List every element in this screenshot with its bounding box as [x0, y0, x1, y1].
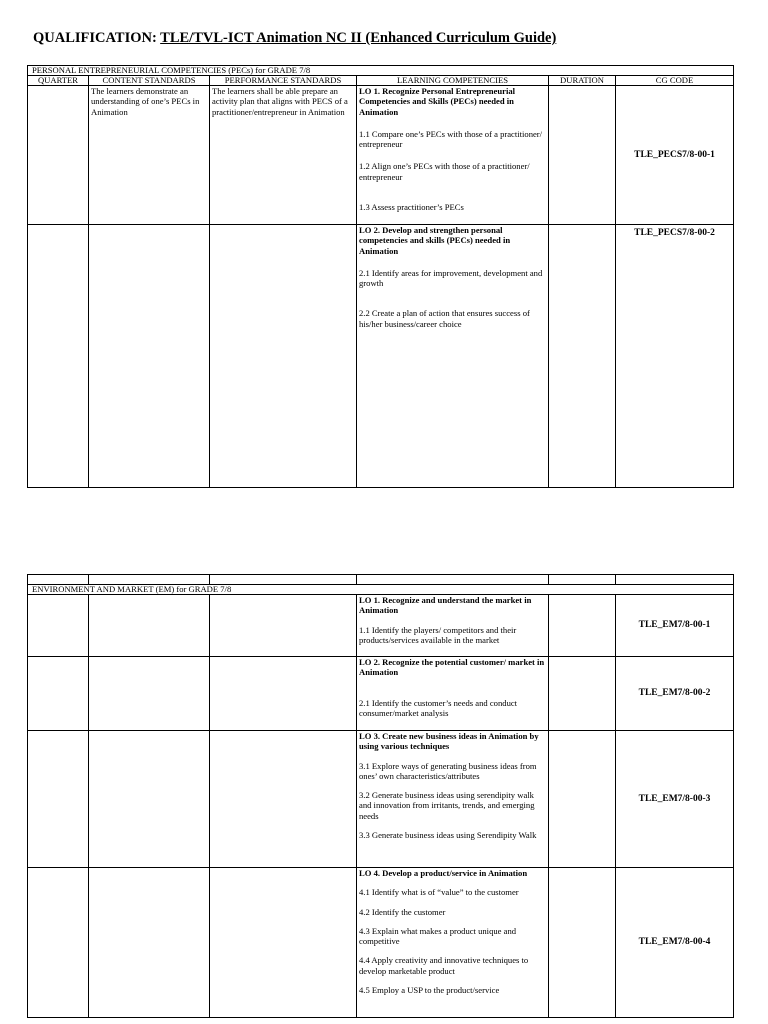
competency-item: 1.1 Compare one’s PECs with those of a practitioner/ entrepreneur [359, 128, 543, 150]
learning-outcome: LO 1. Recognize Personal Entrepreneurial Competencies and Skills (PECs) needed in Animation [359, 86, 516, 117]
competency-item: 4.1 Identify what is of “value” to the customer [359, 887, 519, 898]
competency-item: 4.3 Explain what makes a product unique and competitive [359, 925, 517, 947]
header-performance-standards: PERFORMANCE STANDARDS [210, 76, 357, 86]
section-title: PERSONAL ENTREPRENEURIAL COMPETENCIES (PECs) for GRADE 7/8 [28, 66, 734, 76]
header-cg-code: CG CODE [616, 76, 734, 86]
duration-cell [549, 86, 616, 225]
competency-cell [357, 595, 549, 657]
competency-item: 4.5 Employ a USP to the product/service [359, 985, 500, 996]
competency-item: 4.4 Apply creativity and innovative techniques to develop marketable product [359, 955, 529, 976]
section-title: ENVIRONMENT AND MARKET (EM) for GRADE 7/8 [28, 585, 734, 595]
performance-standard-cell: The learners shall be able prepare an activity plan that aligns with PECS of a practitioner/entrepreneur in Animation [210, 86, 357, 225]
section-row [28, 585, 734, 595]
table-row [28, 225, 734, 488]
section-row [28, 66, 734, 76]
learning-outcome: LO 4. Develop a product/service in Animation [359, 868, 528, 878]
competency-item: 4.2 Identify the customer [359, 906, 446, 917]
learning-outcome: LO 1. Recognize and understand the market in Animation [359, 595, 532, 616]
competency-item: 2.1 Identify areas for improvement, development and growth [359, 267, 543, 289]
learning-outcome: LO 2. Develop and strengthen personal competencies and skills (PECs) needed in Animation [359, 225, 511, 256]
quarter-cell [28, 86, 89, 225]
table-row [28, 86, 734, 225]
competency-item: 1.3 Assess practitioner’s PECs [359, 202, 464, 213]
header-content-standards: CONTENT STANDARDS [89, 76, 210, 86]
competency-item: 3.3 Generate business ideas using Serendipity Walk [359, 830, 537, 841]
competency-item: 3.1 Explore ways of generating business ideas from ones’ own characteristics/attributes [359, 760, 537, 781]
performance-standard-cell [210, 225, 357, 488]
duration-cell [549, 225, 616, 488]
learning-outcome: LO 2. Recognize the potential customer/ market in Animation [359, 657, 545, 678]
competency-item: 2.2 Create a plan of action that ensures success of his/her business/career choice [359, 308, 530, 329]
competency-item: 1.2 Align one’s PECs with those of a practitioner/ entrepreneur [359, 161, 530, 182]
cg-code: TLE_EM7/8-00-4 [616, 868, 734, 1018]
competency-item: 1.1 Identify the players/ competitors and their products/services available in the market [359, 624, 517, 645]
table-row [28, 657, 734, 731]
title-prefix: QUALIFICATION: [33, 30, 161, 46]
header-quarter: QUARTER [28, 76, 89, 86]
cg-code: TLE_EM7/8-00-1 [616, 595, 734, 657]
competency-item: 2.1 Identify the customer’s needs and conduct consumer/market analysis [359, 697, 518, 718]
cg-code: TLE_EM7/8-00-2 [616, 657, 734, 731]
em-table [27, 574, 734, 1018]
table-row [28, 595, 734, 657]
header-row [28, 76, 734, 86]
content-standard-cell: The learners demonstrate an understanding of one’s PECs in Animation [89, 86, 210, 225]
blank-header-row [28, 575, 734, 585]
table-row [28, 731, 734, 868]
competency-cell [357, 731, 549, 868]
cg-code: TLE_PECS7/8-00-1 [616, 86, 734, 225]
header-learning-competencies: LEARNING COMPETENCIES [357, 76, 549, 86]
competency-cell [357, 86, 549, 225]
competency-cell [357, 225, 549, 488]
page-title [33, 30, 556, 47]
qualification-name: TLE/TVL-ICT Animation NC II (Enhanced Curriculum Guide) [160, 30, 557, 46]
table-row [28, 868, 734, 1018]
learning-outcome: LO 3. Create new business ideas in Animation by using various techniques [359, 731, 539, 752]
quarter-cell [28, 225, 89, 488]
competency-cell [357, 868, 549, 1018]
competency-cell [357, 657, 549, 731]
content-standard-cell [89, 225, 210, 488]
competency-item: 3.2 Generate business ideas using serendipity walk and innovation from irritants, trends, and emerging needs [359, 790, 535, 821]
pecs-table [27, 65, 734, 488]
header-duration: DURATION [549, 76, 616, 86]
cg-code: TLE_PECS7/8-00-2 [616, 225, 734, 488]
cg-code: TLE_EM7/8-00-3 [616, 731, 734, 868]
